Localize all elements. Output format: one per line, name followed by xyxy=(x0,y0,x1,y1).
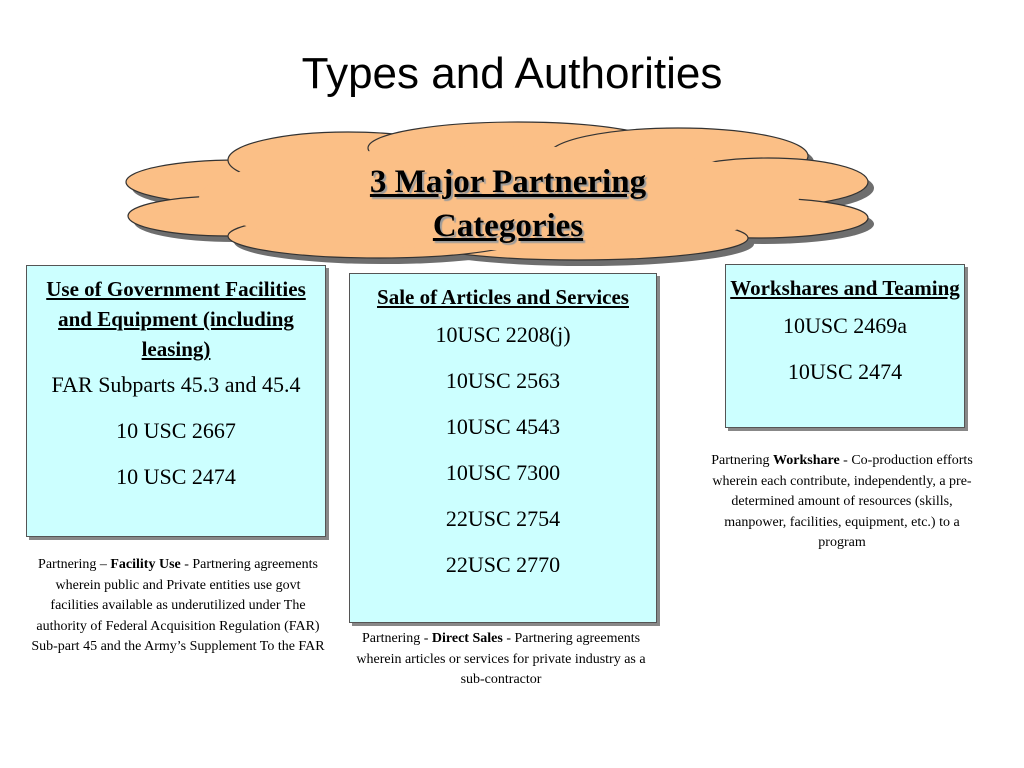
note-text: - Co-production efforts wherein each contribute, independently, a pre-determined amount of resources (skills, manpower, facilities, equipment, etc.) to a program xyxy=(712,453,973,550)
note-term: Direct Sales xyxy=(431,631,503,646)
authority-line: 10USC 2474 xyxy=(787,359,903,384)
categories-cloud xyxy=(118,120,880,270)
category-heading: Use of Government Facilities and Equipment (including leasing) xyxy=(46,277,306,361)
authority-line: 10USC 2563 xyxy=(445,368,561,393)
category-box-facilities xyxy=(26,265,326,537)
authority-line: FAR Subparts 45.3 and 45.4 xyxy=(51,372,301,397)
note-term: Facility Use xyxy=(110,557,181,572)
authority-line: 22USC 2770 xyxy=(445,552,561,577)
note-prefix: Partnering – xyxy=(38,557,111,572)
authority-line: 10USC 2208(j) xyxy=(435,322,571,347)
authority-line: 10USC 4543 xyxy=(445,414,561,439)
facility-use-note xyxy=(30,555,326,658)
authority-line: 10USC 2469a xyxy=(782,313,908,338)
note-prefix: Partnering xyxy=(711,453,774,468)
note-prefix: Partnering - xyxy=(361,631,432,646)
category-box-sales xyxy=(349,273,657,623)
category-heading: Workshares and Teaming xyxy=(730,276,960,300)
note-term: Workshare xyxy=(773,453,840,468)
note-text: - Partnering agreements wherein public and Private entities use govt facilities available as underutilized under The authority of Federal Acquisition Regulation (FAR) Sub-part 45 and the Army’s Supplement To the FAR xyxy=(31,557,325,654)
cloud-label: 3 Major Partnering Categories xyxy=(369,164,647,244)
authority-line: 10USC 7300 xyxy=(445,460,561,485)
workshare-note xyxy=(700,451,984,554)
slide-title: Types and Authorities xyxy=(301,49,723,98)
note-text: - Partnering agreements wherein articles or services for private industry as a sub-contractor xyxy=(356,631,646,687)
authority-line: 10 USC 2474 xyxy=(116,464,236,489)
category-box-workshares xyxy=(725,264,965,428)
direct-sales-note xyxy=(346,629,656,691)
authority-line: 22USC 2754 xyxy=(445,506,561,531)
authority-line: 10 USC 2667 xyxy=(116,418,236,443)
category-heading: Sale of Articles and Services xyxy=(377,285,629,309)
